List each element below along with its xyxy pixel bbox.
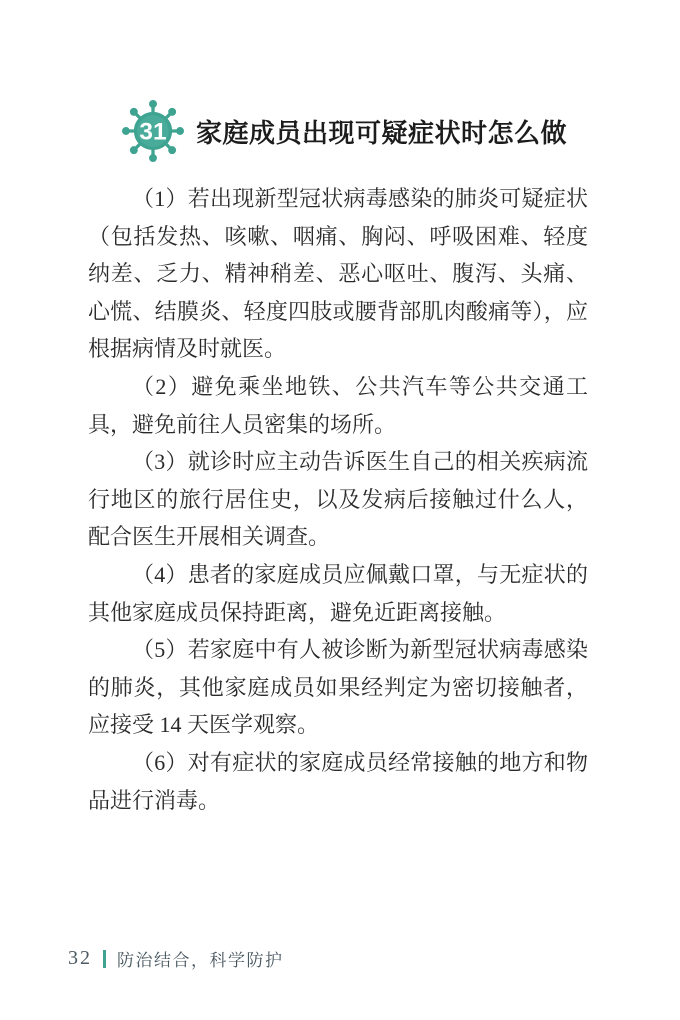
paragraph-5: （5）若家庭中有人被诊断为新型冠状病毒感染的肺炎，其他家庭成员如果经判定为密切接触者，应接受 14 天医学观察。 (88, 637, 588, 738)
paragraph-3: （3）就诊时应主动告诉医生自己的相关疾病流行地区的旅行居住史，以及发病后接触过什么人，配合医生开展相关调查。 (88, 449, 588, 550)
paragraph-4: （4）患者的家庭成员应佩戴口罩，与无症状的其他家庭成员保持距离，避免近距离接触。 (88, 561, 588, 625)
virus-badge-icon (120, 98, 186, 164)
page-title: 家庭成员出现可疑症状时怎么做 (196, 117, 568, 148)
footer-slogan: 防治结合，科学防护 (117, 951, 284, 970)
badge-number: 31 (139, 118, 167, 146)
paragraph-6: （6）对有症状的家庭成员经常接触的地方和物品进行消毒。 (88, 749, 588, 813)
section-header (120, 98, 567, 164)
paragraph-1: （1）若出现新型冠状病毒感染的肺炎可疑症状（包括发热、咳嗽、咽痛、胸闷、呼吸困难、轻度纳差、乏力、精神稍差、恶心呕吐、腹泻、头痛、心慌、结膜炎、轻度四肢或腰背部肌肉酸痛等），应根据病情及时就医。 (88, 186, 588, 362)
body-paragraphs (88, 180, 588, 819)
footer-page-number: 32 (68, 947, 92, 969)
page-footer (68, 946, 284, 971)
footer-divider (103, 950, 106, 968)
paragraph-2: （2）避免乘坐地铁、公共汽车等公共交通工具，避免前往人员密集的场所。 (88, 373, 588, 437)
